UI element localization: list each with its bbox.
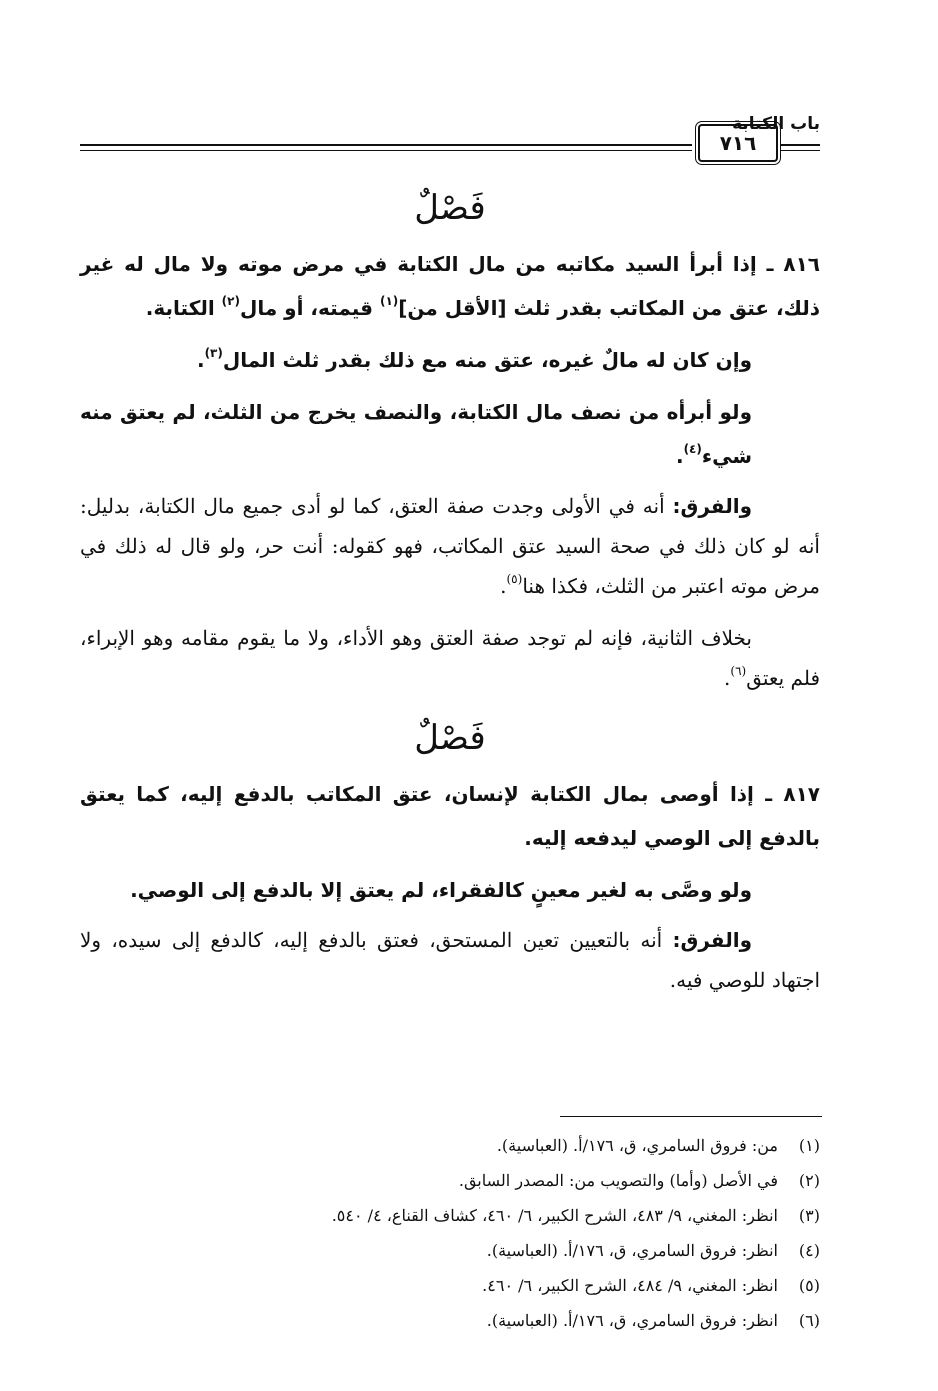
page-number: ٧١٦ [698,124,778,162]
footnote [80,1163,820,1198]
footnote-ref: (٣) [204,346,223,361]
header-rule-thin [80,150,692,151]
paragraph: ولو وصَّى به لغير معينٍ كالفقراء، لم يعتق إلا بالدفع إلى الوصي. [130,878,752,902]
entry-text: إذا أبرأ السيد مكاتبه من مال الكتابة في مرض موته ولا مال له غير ذلك، عتق من المكاتب بقدر ثلث [الأقل من] [80,252,820,320]
header-rule [80,144,692,146]
paragraph-text: بخلاف الثانية، فإنه لم توجد صفة العتق وهو الأداء، ولا ما يقوم مقامه وهو الإبراء، فلم يعتق [80,626,820,690]
main-text [80,180,820,1012]
paragraph [80,618,820,698]
footnote-number: (٣) [798,1206,820,1225]
chapter-title: باب الكتابة [732,114,820,134]
footnote-ref: (٦) [730,664,747,679]
paragraph-text: أنه في الأولى وجدت صفة العتق، كما لو أدى جميع مال الكتابة، بدليل: أنه لو كان ذلك في صحة السيد عتق المكاتب، فهو كقوله: أنت حر، ولو قال له ذلك في مرض موته اعتبر من الثلث، فكذا هنا [80,494,820,598]
paragraph-text: وإن كان له مالٌ غيره، عتق منه مع ذلك بقدر ثلث المال [222,348,752,372]
footnote-number: (٥) [798,1276,820,1295]
punctuation: . [675,444,684,468]
footnote-separator [560,1116,822,1117]
footnote [80,1198,820,1233]
entry-text: قيمته، أو مال [239,296,380,320]
footnote-ref: (٥) [506,572,523,587]
footnotes [80,1128,820,1338]
footnote-number: (١) [798,1136,820,1155]
difference-paragraph [80,486,820,606]
entry-number: ٨١٧ ـ [765,782,820,806]
page-header [80,110,820,160]
footnote [80,1128,820,1163]
entry-text: إذا أوصى بمال الكتابة لإنسان، عتق المكاتب بالدفع إليه، كما يعتق بالدفع إلى الوصي ليدفعه إليه. [80,782,820,850]
difference-label: والفرق: [672,928,752,952]
footnote-text: انظر: المغني، ٩/ ٤٨٣، الشرح الكبير، ٦/ ٤٦٠، كشاف القناع، ٤/ ٥٤٠. [331,1206,778,1225]
footnote-ref: (١) [379,294,399,309]
footnote-text: انظر: فروق السامري، ق، ١٧٦/أ. (العباسية). [486,1311,778,1330]
header-rule-left-thin [780,150,820,151]
punctuation: . [500,574,507,598]
footnote-number: (٦) [798,1311,820,1330]
section-heading: فَصْلٌ [414,718,486,758]
entry-816 [80,242,820,330]
footnote-text: انظر: المغني، ٩/ ٤٨٤، الشرح الكبير، ٦/ ٤٦٠. [482,1276,778,1295]
difference-paragraph [80,920,820,1000]
footnote-text: انظر: فروق السامري، ق، ١٧٦/أ. (العباسية). [486,1241,778,1260]
section-heading: فَصْلٌ [414,188,486,228]
entry-number: ٨١٦ ـ [766,252,820,276]
footnote-number: (٢) [798,1171,820,1190]
footnote [80,1268,820,1303]
punctuation: . [196,348,205,372]
difference-label: والفرق: [672,494,752,518]
footnote-text: من: فروق السامري، ق، ١٧٦/أ. (العباسية). [496,1136,778,1155]
header-rule-left [780,144,820,146]
footnote-ref: (٢) [221,294,240,309]
paragraph-text: أنه بالتعيين تعين المستحق، فعتق بالدفع إليه، كالدفع إلى سيده، ولا اجتهاد للوصي فيه. [80,928,820,992]
paragraph [80,390,820,478]
footnote-number: (٤) [798,1241,820,1260]
entry-817 [80,772,820,860]
paragraph-text: ولو أبرأه من نصف مال الكتابة، والنصف يخرج من الثلث، لم يعتق منه شيء [80,400,752,468]
punctuation: . [724,666,731,690]
footnote-text: في الأصل (وأما) والتصويب من: المصدر السابق. [458,1171,778,1190]
footnote [80,1303,820,1338]
footnote-ref: (٤) [683,442,702,457]
entry-text: الكتابة. [145,296,222,320]
paragraph [80,338,820,382]
footnote [80,1233,820,1268]
